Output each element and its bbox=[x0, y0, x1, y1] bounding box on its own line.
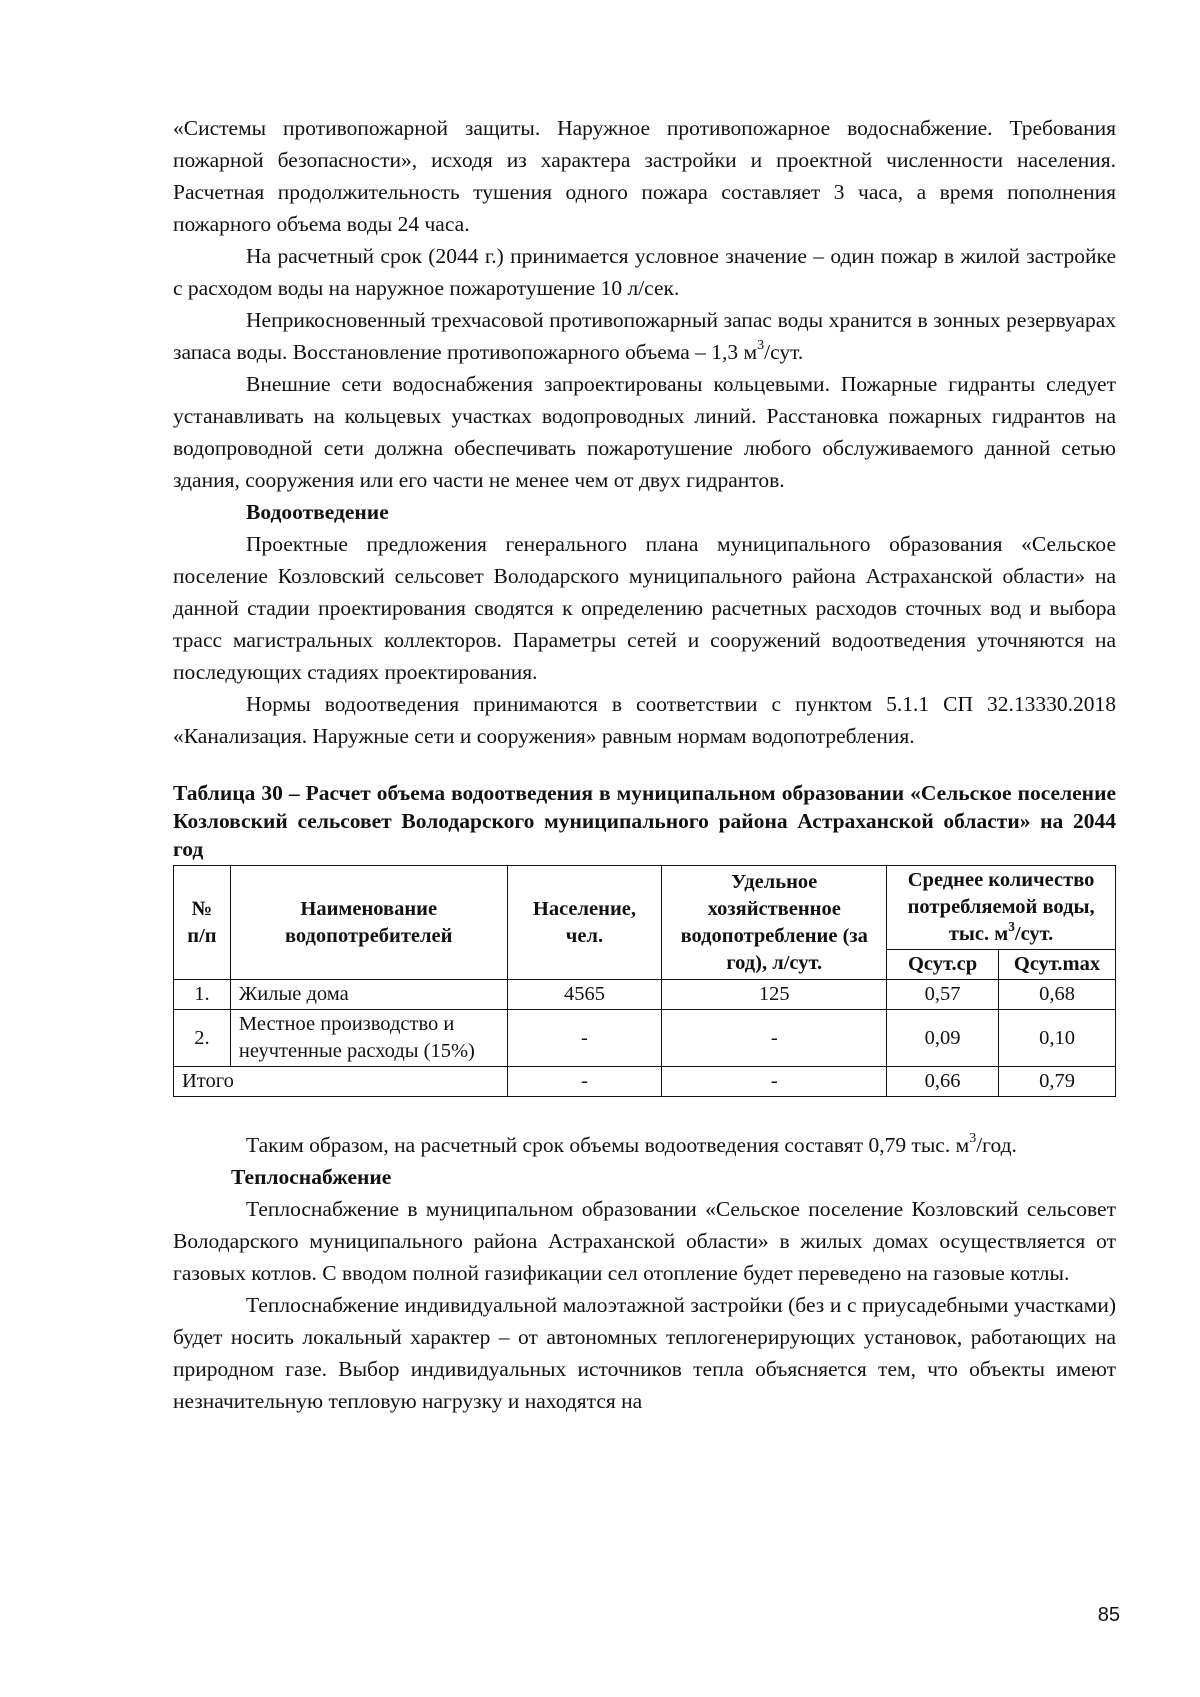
header-specific-consumption: Удельное хозяйственное водопотребление (за год), л/сут. bbox=[662, 866, 887, 980]
cell-name: Местное производство и неучтенные расходы (15%) bbox=[230, 1010, 507, 1067]
page-content bbox=[173, 112, 1116, 1417]
table-total-row bbox=[174, 1067, 1116, 1097]
paragraph-heat-supply-current: Теплоснабжение в муниципальном образовании «Сельское поселение Козловский сельсовет Володарского муниципального района Астраханской области» в жилых домах осуществляется от газовых котлов. С вводом полной газификации сел отопление будет переведено на газовые котлы. bbox=[173, 1197, 1116, 1285]
heading-heat-supply: Теплоснабжение bbox=[231, 1165, 392, 1189]
header-q-max: Qсут.max bbox=[999, 950, 1116, 980]
paragraph-heat-supply-individual: Теплоснабжение индивидуальной малоэтажной застройки (без и с приусадебными участками) будет носить локальный характер – от автономных теплогенерирующих установок, работающих на природном газе. Выбор индивидуальных источников тепла объясняется тем, что объекты имеют незначительную тепловую нагрузку и находятся на bbox=[173, 1293, 1116, 1413]
header-average-text: Среднее количество потребляемой воды, тыс. м bbox=[907, 869, 1095, 945]
superscript: 3 bbox=[1008, 918, 1015, 934]
summary-unit: /год. bbox=[976, 1133, 1017, 1157]
cell-q-avg: 0,57 bbox=[887, 980, 999, 1010]
page-number: 85 bbox=[1097, 1604, 1120, 1626]
paragraph-summary bbox=[173, 1129, 1116, 1161]
cell-specific: - bbox=[662, 1010, 887, 1067]
table-row bbox=[174, 1010, 1116, 1067]
header-average-consumption bbox=[887, 866, 1116, 950]
water-disposal-table bbox=[173, 865, 1116, 1097]
paragraph-water-disposal-norms: Нормы водоотведения принимаются в соответствии с пунктом 5.1.1 СП 32.13330.2018 «Канализация. Наружные сети и сооружения» равным нормам водопотребления. bbox=[173, 692, 1116, 748]
cell-specific: 125 bbox=[662, 980, 887, 1010]
cell-number: 1. bbox=[174, 980, 231, 1010]
heading-water-disposal: Водоотведение bbox=[246, 500, 389, 524]
paragraph-hydrants: Внешние сети водоснабжения запроектированы кольцевыми. Пожарные гидранты следует устанавливать на кольцевых участках водопроводных линий. Расстановка пожарных гидрантов на водопроводной сети должна обеспечивать пожаротушение любого обслуживаемого данной сетью здания, сооружения или его части не менее чем от двух гидрантов. bbox=[173, 372, 1116, 492]
header-population: Население, чел. bbox=[507, 866, 662, 980]
header-average-unit: /сут. bbox=[1014, 923, 1054, 945]
summary-text: Таким образом, на расчетный срок объемы водоотведения составят 0,79 тыс. м bbox=[246, 1133, 970, 1157]
cell-total-q-avg: 0,66 bbox=[887, 1067, 999, 1097]
table-caption: Таблица 30 – Расчет объема водоотведения в муниципальном образовании «Сельское поселение Козловский сельсовет Володарского муниципального района Астраханской области» на 2044 год bbox=[173, 781, 1116, 861]
superscript: 3 bbox=[969, 1131, 977, 1147]
header-q-avg: Qсут.ср bbox=[887, 950, 999, 980]
superscript: 3 bbox=[757, 338, 765, 354]
paragraph-fire-protection: «Системы противопожарной защиты. Наружное противопожарное водоснабжение. Требования пожарной безопасности», исходя из характера застройки и проектной численности населения. Расчетная продолжительность тушения одного пожара составляет 3 часа, а время пополнения пожарного объема воды 24 часа. bbox=[173, 116, 1116, 236]
unit-suffix: /сут. bbox=[764, 340, 804, 364]
cell-q-max: 0,10 bbox=[999, 1010, 1116, 1067]
cell-number: 2. bbox=[174, 1010, 231, 1067]
cell-population: - bbox=[507, 1010, 662, 1067]
paragraph-design-period: На расчетный срок (2044 г.) принимается условное значение – один пожар в жилой застройке с расходом воды на наружное пожаротушение 10 л/сек. bbox=[173, 244, 1116, 300]
header-name: Наименование водопотребителей bbox=[230, 866, 507, 980]
paragraph-fire-reserve bbox=[173, 304, 1116, 368]
header-number: № п/п bbox=[174, 866, 231, 980]
cell-total-specific: - bbox=[662, 1067, 887, 1097]
cell-q-avg: 0,09 bbox=[887, 1010, 999, 1067]
table-row bbox=[174, 980, 1116, 1010]
cell-population: 4565 bbox=[507, 980, 662, 1010]
cell-total-population: - bbox=[507, 1067, 662, 1097]
cell-name: Жилые дома bbox=[230, 980, 507, 1010]
cell-total-q-max: 0,79 bbox=[999, 1067, 1116, 1097]
cell-total-label: Итого bbox=[174, 1067, 508, 1097]
fire-reserve-text: Неприкосновенный трехчасовой противопожарный запас воды хранится в зонных резервуарах запаса воды. Восстановление противопожарного объема – 1,3 м bbox=[173, 308, 1116, 364]
paragraph-water-disposal-proposals: Проектные предложения генерального плана муниципального образования «Сельское поселение Козловский сельсовет Володарского муниципального района Астраханской области» на данной стадии проектирования сводятся к определению расчетных расходов сточных вод и выбора трасс магистральных коллекторов. Параметры сетей и сооружений водоотведения уточняются на последующих стадиях проектирования. bbox=[173, 532, 1116, 684]
cell-q-max: 0,68 bbox=[999, 980, 1116, 1010]
